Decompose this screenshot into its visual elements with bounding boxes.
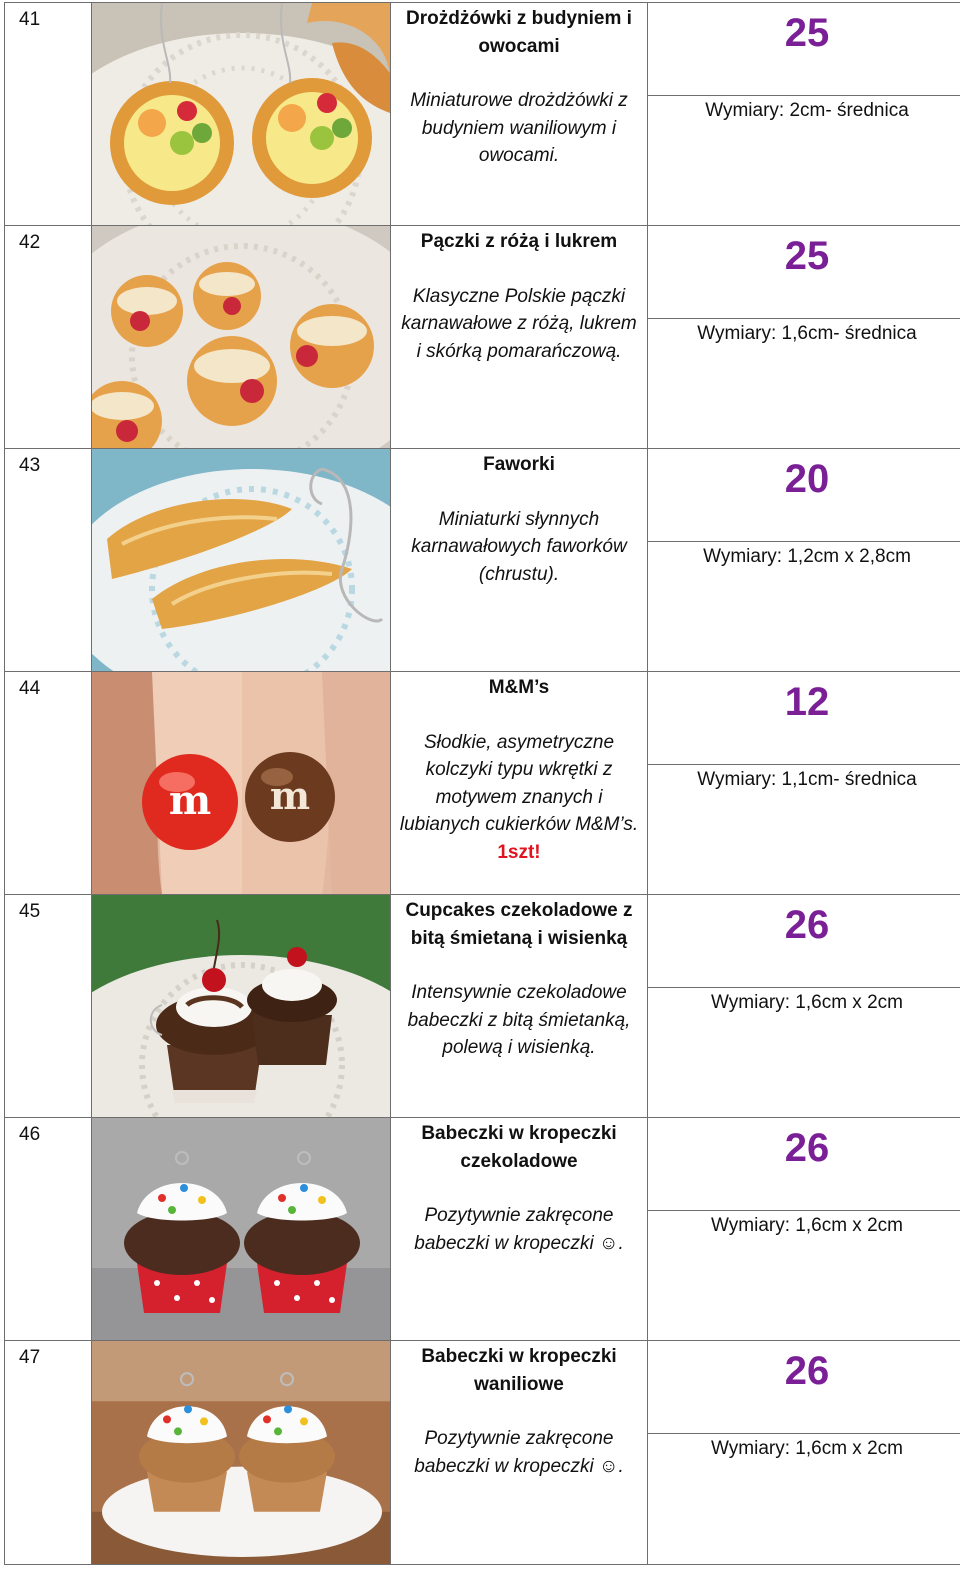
angel-wings-earrings-photo	[92, 449, 391, 672]
item-number: 47	[5, 1341, 92, 1565]
mm-letter-brown: m	[269, 773, 311, 818]
item-description: Miniaturowe drożdżówki z budyniem waniliowym i owocami.	[410, 90, 628, 166]
item-description-cell	[391, 1118, 648, 1341]
item-name: Cupcakes czekoladowe z bitą śmietaną i wisienką	[405, 900, 633, 949]
table-row	[5, 3, 960, 226]
item-number: 46	[5, 1118, 92, 1341]
item-dimensions: Wymiary: 1,6cm x 2cm	[711, 1215, 903, 1236]
item-description: Pozytywnie zakręcone babeczki w kropeczki ☺.	[414, 1205, 624, 1254]
item-number: 42	[5, 226, 92, 449]
item-description: Pozytywnie zakręcone babeczki w kropeczki ☺.	[414, 1428, 624, 1477]
item-description-cell	[391, 1341, 648, 1565]
yeast-buns-earrings-photo	[92, 3, 391, 226]
item-description-cell	[391, 672, 648, 895]
item-info-cell	[648, 3, 960, 226]
polka-dot-vanilla-cupcakes-photo	[92, 1341, 391, 1565]
item-number: 43	[5, 449, 92, 672]
item-dimensions: Wymiary: 1,2cm x 2,8cm	[703, 546, 911, 567]
item-name: Faworki	[483, 454, 555, 475]
item-description-cell	[391, 449, 648, 672]
product-table	[4, 2, 960, 1565]
chocolate-cupcakes-cherry-photo	[92, 895, 391, 1118]
item-price: 20	[784, 457, 830, 501]
item-description-cell	[391, 3, 648, 226]
table-row	[5, 1341, 960, 1565]
item-price: 25	[784, 234, 830, 278]
item-name: Babeczki w kropeczki czekoladowe	[421, 1123, 617, 1172]
item-name: M&M’s	[488, 677, 550, 698]
item-dimensions: Wymiary: 1,6cm x 2cm	[711, 1438, 903, 1459]
item-name: Babeczki w kropeczki waniliowe	[421, 1346, 617, 1395]
table-row	[5, 226, 960, 449]
item-info-cell	[648, 1118, 960, 1341]
item-price: 12	[784, 680, 830, 724]
mm-candy-studs-photo	[92, 672, 391, 895]
donuts-earrings-photo	[92, 226, 391, 449]
item-name: Pączki z różą i lukrem	[420, 231, 618, 252]
polka-dot-chocolate-cupcakes-photo	[92, 1118, 391, 1341]
table-row	[5, 449, 960, 672]
item-number: 41	[5, 3, 92, 226]
stock-note: 1szt!	[497, 841, 541, 863]
item-number: 45	[5, 895, 92, 1118]
item-dimensions: Wymiary: 1,6cm- średnica	[697, 323, 917, 344]
item-number: 44	[5, 672, 92, 895]
mm-letter-red: m	[168, 777, 212, 824]
item-price: 26	[784, 1126, 830, 1170]
item-info-cell	[648, 672, 960, 895]
item-description-cell	[391, 895, 648, 1118]
table-row	[5, 895, 960, 1118]
item-dimensions: Wymiary: 2cm- średnica	[705, 100, 909, 121]
item-info-cell	[648, 226, 960, 449]
item-info-cell	[648, 1341, 960, 1565]
table-row	[5, 672, 960, 895]
item-price: 26	[784, 1349, 830, 1393]
item-name: Drożdżówki z budyniem i owocami	[406, 8, 632, 57]
item-description: Klasyczne Polskie pączki karnawałowe z różą, lukrem i skórką pomarańczową.	[401, 285, 637, 362]
item-description: Słodkie, asymetryczne kolczyki typu wkrętki z motywem znanych i lubianych cukierków M&M’s.	[399, 731, 639, 835]
item-price: 26	[784, 903, 830, 947]
item-price: 25	[784, 11, 830, 55]
table-row	[5, 1118, 960, 1341]
item-info-cell	[648, 449, 960, 672]
item-description-cell	[391, 226, 648, 449]
item-description: Miniaturki słynnych karnawałowych faworków (chrustu).	[411, 508, 627, 585]
item-dimensions: Wymiary: 1,6cm x 2cm	[711, 992, 903, 1013]
item-dimensions: Wymiary: 1,1cm- średnica	[697, 769, 917, 790]
item-info-cell	[648, 895, 960, 1118]
item-description: Intensywnie czekoladowe babeczki z bitą śmietanką, polewą i wisienką.	[407, 982, 631, 1058]
